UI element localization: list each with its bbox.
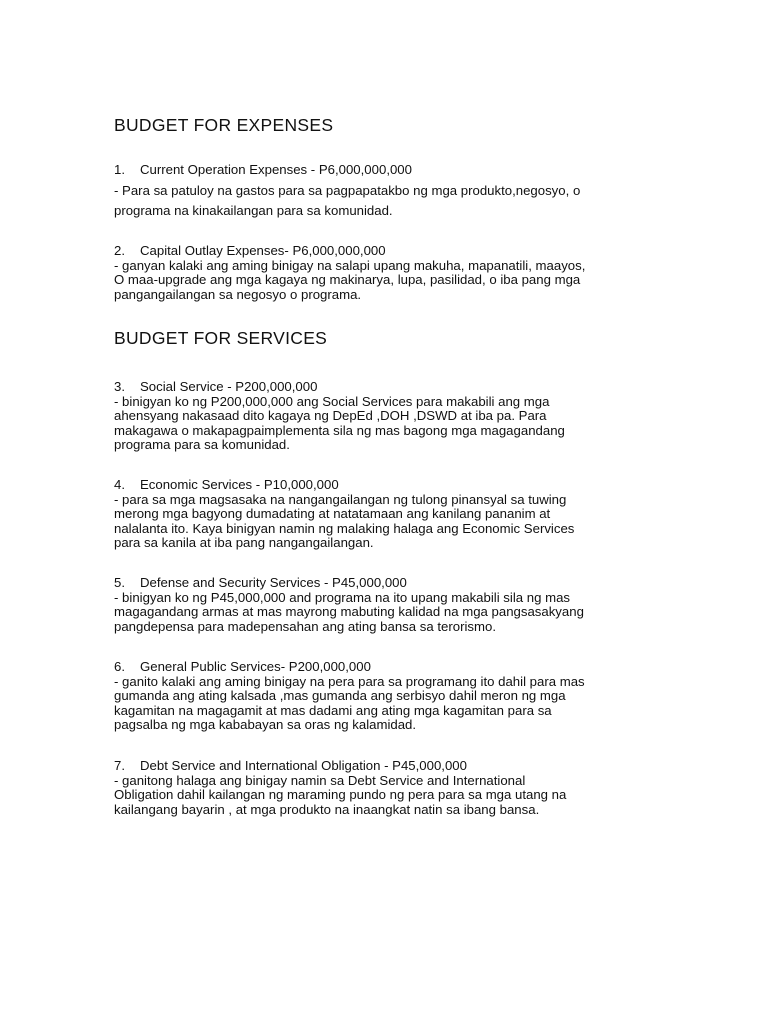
description-line: para sa kanila at iba pang nangangailangan. xyxy=(114,535,374,550)
expense-item-title xyxy=(114,244,659,259)
description-line: pagsalba ng mga kababayan sa oras ng kalamidad. xyxy=(114,717,417,732)
item-number: 7. xyxy=(114,758,125,773)
service-item-description xyxy=(114,591,659,635)
item-title-text: Current Operation Expenses - P6,000,000,000 xyxy=(140,162,412,177)
item-number: 6. xyxy=(114,659,125,674)
description-line: Obligation dahil kailangan ng maraming pundo ng pera para sa mga utang na xyxy=(114,787,567,802)
item-number: 5. xyxy=(114,575,125,590)
description-line: - binigyan ko ng P200,000,000 ang Social Services para makabili ang mga xyxy=(114,393,550,409)
heading-budget-for-expenses: BUDGET FOR EXPENSES xyxy=(114,115,334,135)
item-title-text: Defense and Security Services - P45,000,000 xyxy=(140,575,407,590)
description-line: merong mga bagyong dumadating at natatamaan ang kanilang pananim at xyxy=(114,506,551,521)
heading-budget-for-services: BUDGET FOR SERVICES xyxy=(114,328,328,348)
expense-item-description xyxy=(114,181,659,221)
service-item-title xyxy=(114,576,659,591)
service-item-6 xyxy=(114,660,659,733)
description-line: - Para sa patuloy na gastos para sa pagpapatakbo ng mga produkto,negosyo, o xyxy=(114,183,581,198)
description-line: gumanda ang ating kalsada ,mas gumanda ang serbisyo dahil meron ng mga xyxy=(114,688,566,703)
description-line: magagandang armas at mas mayrong mabuting kalidad na mga pangsasakyang xyxy=(114,604,584,619)
description-line: kagamitan na magagamit at mas dadami ang ating mga kagamitan para sa xyxy=(114,702,552,718)
expense-item-description xyxy=(114,259,659,303)
description-line: - para sa mga magsasaka na nangangailangan ng tulong pinansyal sa tuwing xyxy=(114,491,567,507)
description-line: pangangailangan sa negosyo o programa. xyxy=(114,286,362,302)
description-line: - binigyan ko ng P45,000,000 and programa na ito upang makabili sila ng mas xyxy=(114,589,570,605)
item-title-text: Debt Service and International Obligation - P45,000,000 xyxy=(140,758,467,773)
item-number: 2. xyxy=(114,243,125,258)
description-line: programa na kinakailangan para sa komunidad. xyxy=(114,203,393,218)
item-number: 4. xyxy=(114,477,125,492)
description-line: - ganitong halaga ang binigay namin sa Debt Service and International xyxy=(114,772,526,788)
item-title-text: Social Service - P200,000,000 xyxy=(140,379,318,394)
service-item-description xyxy=(114,395,659,453)
item-number: 3. xyxy=(114,379,125,394)
expense-item-1 xyxy=(114,160,659,221)
description-line: nalalanta ito. Kaya binigyan namin ng malaking halaga ang Economic Services xyxy=(114,520,575,536)
description-line: ahensyang nakasaad dito kagaya ng DepEd ,DOH ,DSWD at iba pa. Para xyxy=(114,408,547,423)
service-item-title xyxy=(114,660,659,675)
item-number: 1. xyxy=(114,162,125,177)
service-item-7 xyxy=(114,759,659,817)
description-line: kailangang bayarin , at mga produkto na inaangkat natin sa ibang bansa. xyxy=(114,801,540,817)
expense-item-title xyxy=(114,160,659,180)
service-item-description xyxy=(114,493,659,551)
service-item-5 xyxy=(114,576,659,634)
service-item-4 xyxy=(114,478,659,551)
description-line: programa para sa komunidad. xyxy=(114,437,290,452)
item-title-text: Capital Outlay Expenses- P6,000,000,000 xyxy=(140,243,386,258)
description-line: - ganyan kalaki ang aming binigay na salapi upang makuha, mapanatili, maayos, xyxy=(114,257,586,273)
description-line: makagawa o makapagpaimplementa sila ng mas bagong mga magagandang xyxy=(114,422,565,438)
service-item-description xyxy=(114,675,659,733)
expense-item-2 xyxy=(114,244,659,302)
description-line: pangdepensa para madepensahan ang ating bansa sa terorismo. xyxy=(114,618,496,634)
service-item-title xyxy=(114,478,659,493)
item-title-text: Economic Services - P10,000,000 xyxy=(140,477,339,492)
service-item-description xyxy=(114,774,659,818)
description-line: O maa-upgrade ang mga kagaya ng makinarya, lupa, pasilidad, o iba pang mga xyxy=(114,272,581,287)
item-title-text: General Public Services- P200,000,000 xyxy=(140,659,371,674)
service-item-title xyxy=(114,759,659,774)
service-item-3 xyxy=(114,380,659,453)
service-item-title xyxy=(114,380,659,395)
description-line: - ganito kalaki ang aming binigay na pera para sa programang ito dahil para mas xyxy=(114,673,585,689)
